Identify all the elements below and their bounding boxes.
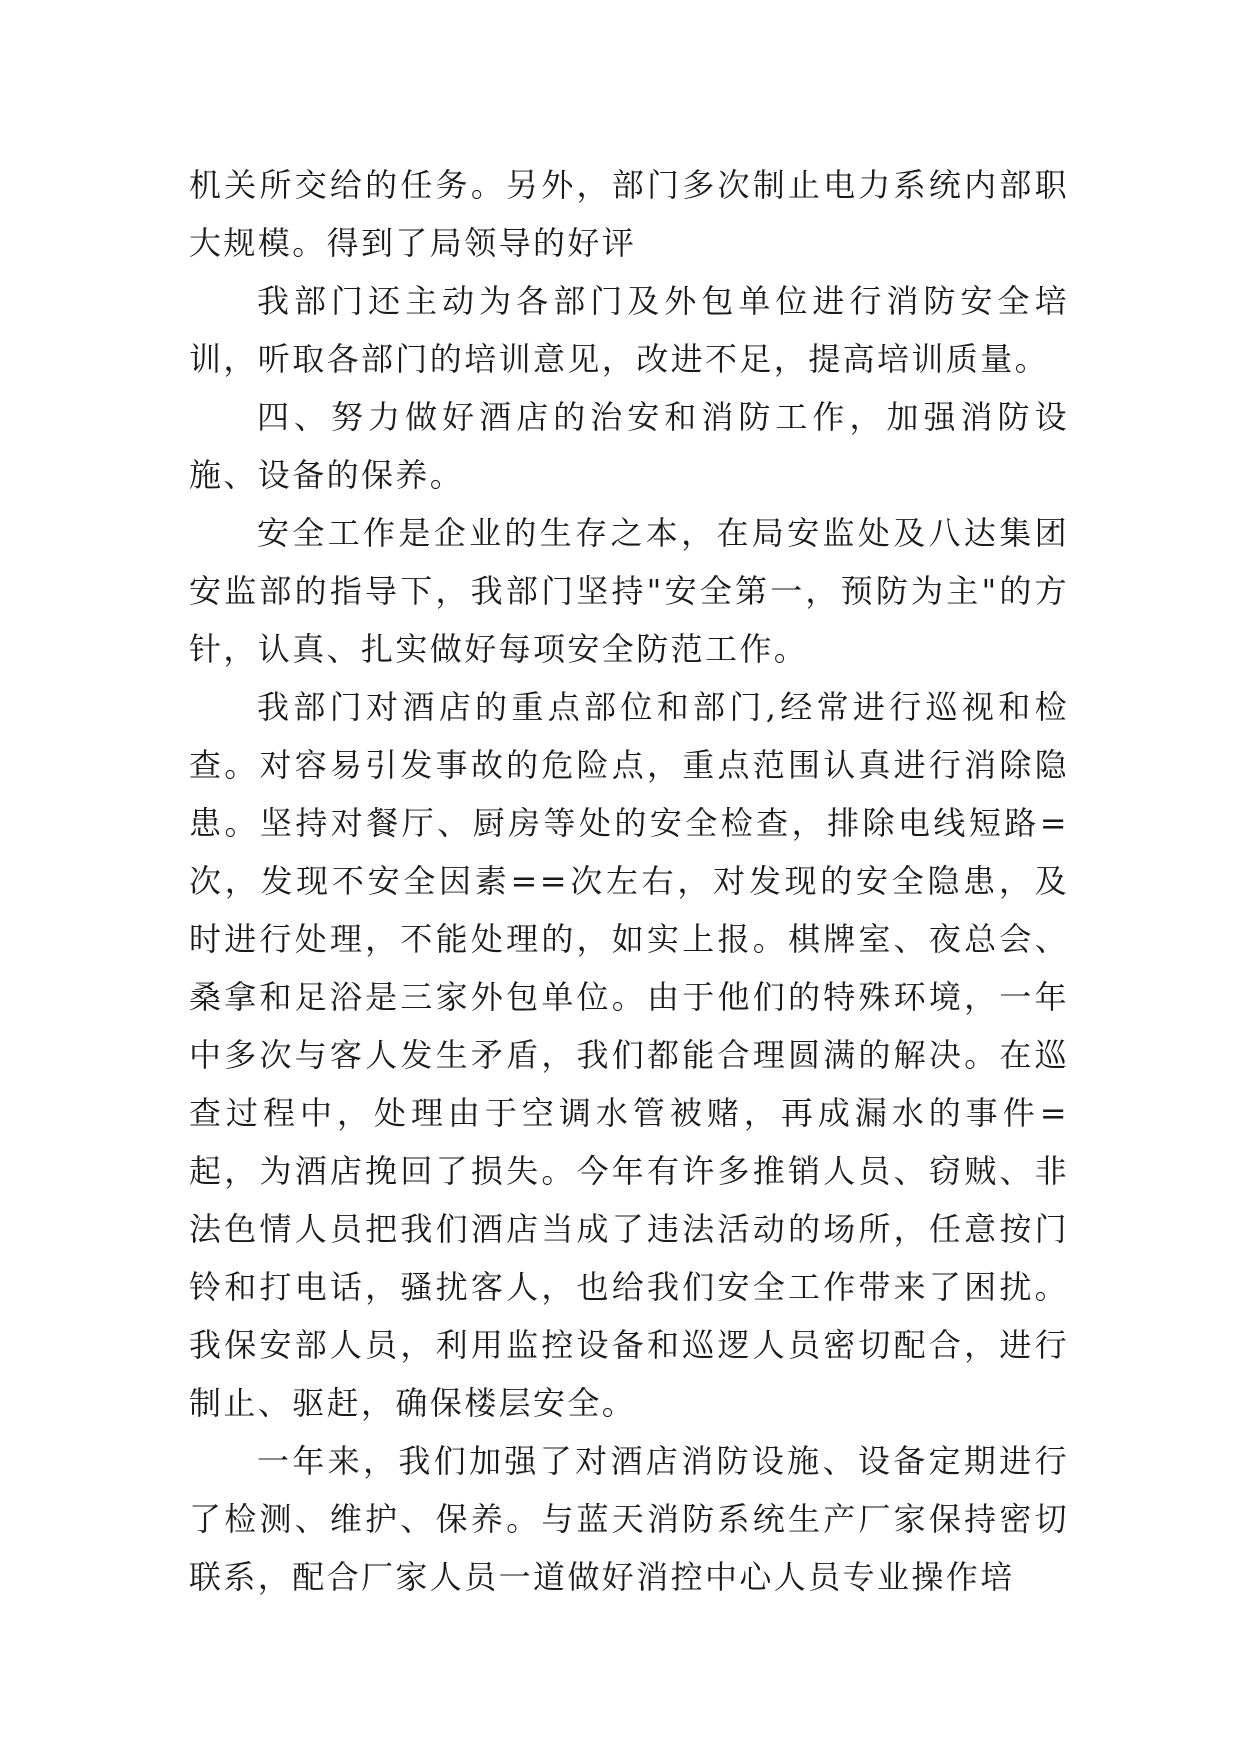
document-body <box>189 156 1069 1606</box>
paragraph-safety-principle: 安全工作是企业的生存之本，在局安监处及八达集团安监部的指导下，我部门坚持"安全第一，预防为主"的方针，认真、扎实做好每项安全防范工作。 <box>189 514 1069 668</box>
paragraph-equipment-maintenance: 一年来，我们加强了对酒店消防设施、设备定期进行了检测、维护、保养。与蓝天消防系统生产厂家保持密切联系，配合厂家人员一道做好消控中心人员专业操作培 <box>189 1442 1069 1596</box>
section-heading-security-fire: 四、努力做好酒店的治安和消防工作，加强消防设施、设备的保养。 <box>189 398 1069 494</box>
paragraph-task-continuation: 机关所交给的任务。另外，部门多次制止电力系统内部职大规模。得到了局领导的好评 <box>189 166 1069 262</box>
paragraph-inspections: 我部门对酒店的重点部位和部门,经常进行巡视和检查。对容易引发事故的危险点，重点范围认真进行消除隐患。坚持对餐厅、厨房等处的安全检查，排除电线短路=次，发现不安全因素==次左右，对发现的安全隐患，及时进行处理，不能处理的，如实上报。棋牌室、夜总会、桑拿和足浴是三家外包单位。由于他们的特殊环境，一年中多次与客人发生矛盾，我们都能合理圆满的解决。在巡查过程中，处理由于空调水管被赌，再成漏水的事件=起，为酒店挽回了损失。今年有许多推销人员、窃贼、非法色情人员把我们酒店当成了违法活动的场所，任意按门铃和打电话，骚扰客人，也给我们安全工作带来了困扰。我保安部人员，利用监控设备和巡逻人员密切配合，进行制止、驱赶，确保楼层安全。 <box>189 688 1069 1422</box>
paragraph-fire-training: 我部门还主动为各部门及外包单位进行消防安全培训，听取各部门的培训意见，改进不足，提高培训质量。 <box>189 282 1069 378</box>
